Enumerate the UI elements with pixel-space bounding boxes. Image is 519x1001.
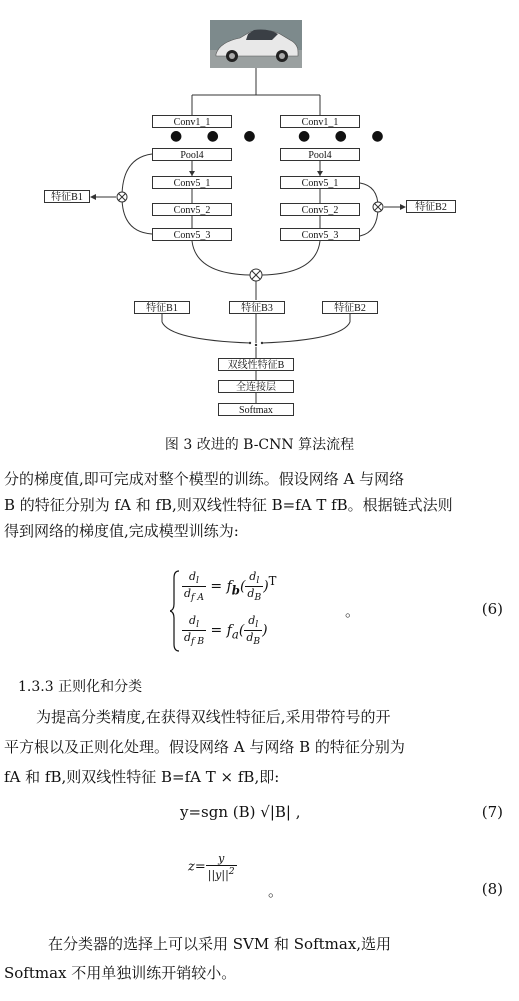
- left-conv1-box: Conv1_1: [152, 115, 232, 128]
- paragraph-1-line-3: 得到网络的梯度值,完成模型训练为:: [4, 522, 239, 540]
- feature-b1-side-box: 特征B1: [44, 190, 90, 203]
- paragraph-1-line-1: 分的梯度值,即可完成对整个模型的训练。假设网络 A 与网络: [4, 470, 405, 488]
- softmax-box: Softmax: [218, 403, 294, 416]
- feature-b3-box: 特征B3: [229, 301, 285, 314]
- equation-8: z= $\frac{y}{||y||^2}$: [188, 852, 235, 882]
- feature-b2-side-box: 特征B2: [406, 200, 456, 213]
- feature-b1-box: 特征B1: [134, 301, 190, 314]
- left-dots: ● ● ●: [170, 128, 266, 144]
- equation-8-period: 。: [268, 882, 284, 900]
- equation-7-number: (7): [481, 803, 503, 821]
- paragraph-1-line-2: B 的特征分别为 fA 和 fB,则双线性特征 B=fA T fB。根据链式法则: [4, 496, 453, 514]
- right-dots: ● ● ●: [298, 128, 394, 144]
- left-conv5-1-box: Conv5_1: [152, 176, 232, 189]
- paragraph-3-line-1: 在分类器的选择上可以采用 SVM 和 Softmax,选用: [48, 935, 392, 953]
- paragraph-2-line-1: 为提高分类精度,在获得双线性特征后,采用带符号的开: [36, 708, 391, 726]
- right-conv1-box: Conv1_1: [280, 115, 360, 128]
- right-conv5-2-box: Conv5_2: [280, 203, 360, 216]
- fully-connected-box: 全连接层: [218, 380, 294, 393]
- equation-7: y=sgn (B) √|B| ,: [180, 803, 301, 821]
- feature-b2-box: 特征B2: [322, 301, 378, 314]
- left-pool4-box: Pool4: [152, 148, 232, 161]
- paragraph-3-line-2: Softmax 不用单独训练开销较小。: [4, 964, 237, 982]
- equation-6: $\frac{d_l}{d_{f A}}$ = $f_b$( $\frac{d_l}{d_B}$ )$^T$ $\frac{d_l}{d_{f B}}$ = $f_a$( $\frac{d_l}{d_B}$ ): [170, 568, 340, 656]
- brace-icon: [170, 570, 180, 652]
- paragraph-2-line-2: 平方根以及正则化处理。假设网络 A 与网络 B 的特征分别为: [4, 738, 405, 756]
- left-conv5-2-box: Conv5_2: [152, 203, 232, 216]
- right-pool4-box: Pool4: [280, 148, 360, 161]
- left-conv5-3-box: Conv5_3: [152, 228, 232, 241]
- paragraph-2-line-3: fA 和 fB,则双线性特征 B=fA T × fB,即:: [4, 768, 280, 786]
- figure-caption: 图 3 改进的 B-CNN 算法流程: [164, 437, 355, 453]
- equation-8-number: (8): [481, 880, 503, 898]
- section-heading: 1.3.3 正则化和分类: [18, 679, 143, 695]
- right-conv5-1-box: Conv5_1: [280, 176, 360, 189]
- equation-6-period: 。: [345, 602, 361, 620]
- right-conv5-3-box: Conv5_3: [280, 228, 360, 241]
- bilinear-feature-box: 双线性特征B: [218, 358, 294, 371]
- equation-6-number: (6): [481, 600, 503, 618]
